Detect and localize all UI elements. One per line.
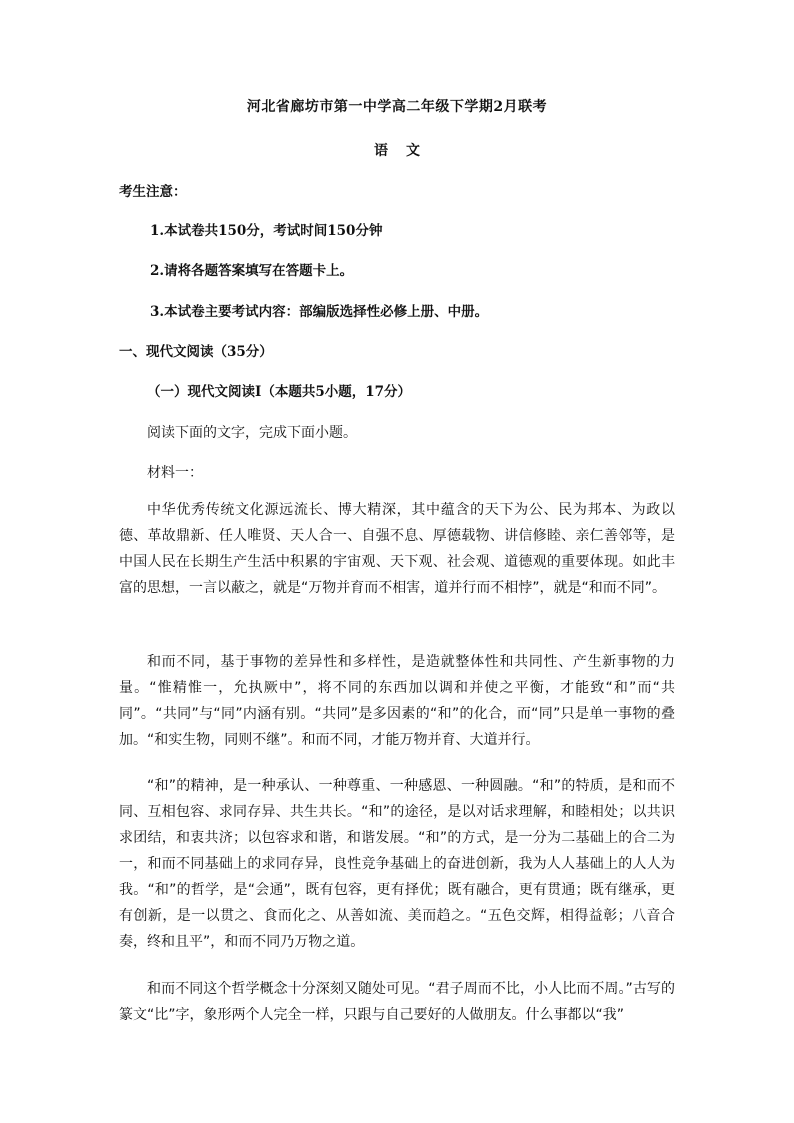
- paragraph: “和”的精神，是一种承认、一种尊重、一种感恩、一种圆融。“和”的特质，是和而不同、互相包容、求同存异、共生共长。“和”的途径，是以对话求理解，和睦相处；以共识求团结，和衷共济；以包容求和谐，和谐发展。“和”的方式，是一分为二基础上的合二为一，和而不同基础上的求同存异，良性竞争基础上的奋进创新，我为人人基础上的人人为我。“和”的哲学，是“会通”，既有包容，更有择优；既有融合，更有贯通；既有继承，更有创新，是一以贯之、食而化之、从善如流、美而趋之。“五色交辉，相得益彰；八音合奏，终和且平”，和而不同乃万物之道。: [119, 778, 675, 950]
- exam-title: 河北省廊坊市第一中学高二年级下学期2月联考: [246, 99, 548, 115]
- notice-heading: 考生注意：: [119, 184, 187, 200]
- subject-title: 语文: [374, 143, 438, 159]
- subsection-title: （一）现代文阅读Ⅰ（本题共5小题，17分）: [147, 384, 411, 400]
- reading-instruction: 阅读下面的文字，完成下面小题。: [147, 425, 357, 441]
- paragraph: 和而不同这个哲学概念十分深刻又随处可见。“君子周而不比，小人比而不周。”古写的篆文“比”字，象形两个人完全一样，只跟与自己要好的人做朋友。什么事都以“我”: [119, 981, 675, 1023]
- notice-item: 3.本试卷主要考试内容：部编版选择性必修上册、中册。: [150, 304, 489, 320]
- section-title: 一、现代文阅读（35分）: [119, 344, 273, 360]
- material-label: 材料一：: [147, 465, 203, 481]
- notice-item: 1.本试卷共150分，考试时间150分钟: [150, 223, 383, 239]
- paragraph: 中华优秀传统文化源远流长、博大精深，其中蕴含的天下为公、民为邦本、为政以德、革故鼎新、任人唯贤、天人合一、自强不息、厚德载物、讲信修睦、亲仁善邻等，是中国人民在长期生产生活中积累的宇宙观、天下观、社会观、道德观的重要体现。如此丰富的思想，一言以蔽之，就是“万物并育而不相害，道并行而不相悖”，就是“和而不同”。: [119, 502, 675, 596]
- paragraph: 和而不同，基于事物的差异性和多样性，是造就整体性和共同性、产生新事物的力量。“惟精惟一，允执厥中”，将不同的东西加以调和并使之平衡，才能致“和”而“共同”。“共同”与“同”内涵有别。“共同”是多因素的“和”的化合，而“同”只是单一事物的叠加。“和实生物，同则不继”。和而不同，才能万物并育、大道并行。: [119, 654, 675, 748]
- notice-item: 2.请将各题答案填写在答题卡上。: [150, 263, 354, 279]
